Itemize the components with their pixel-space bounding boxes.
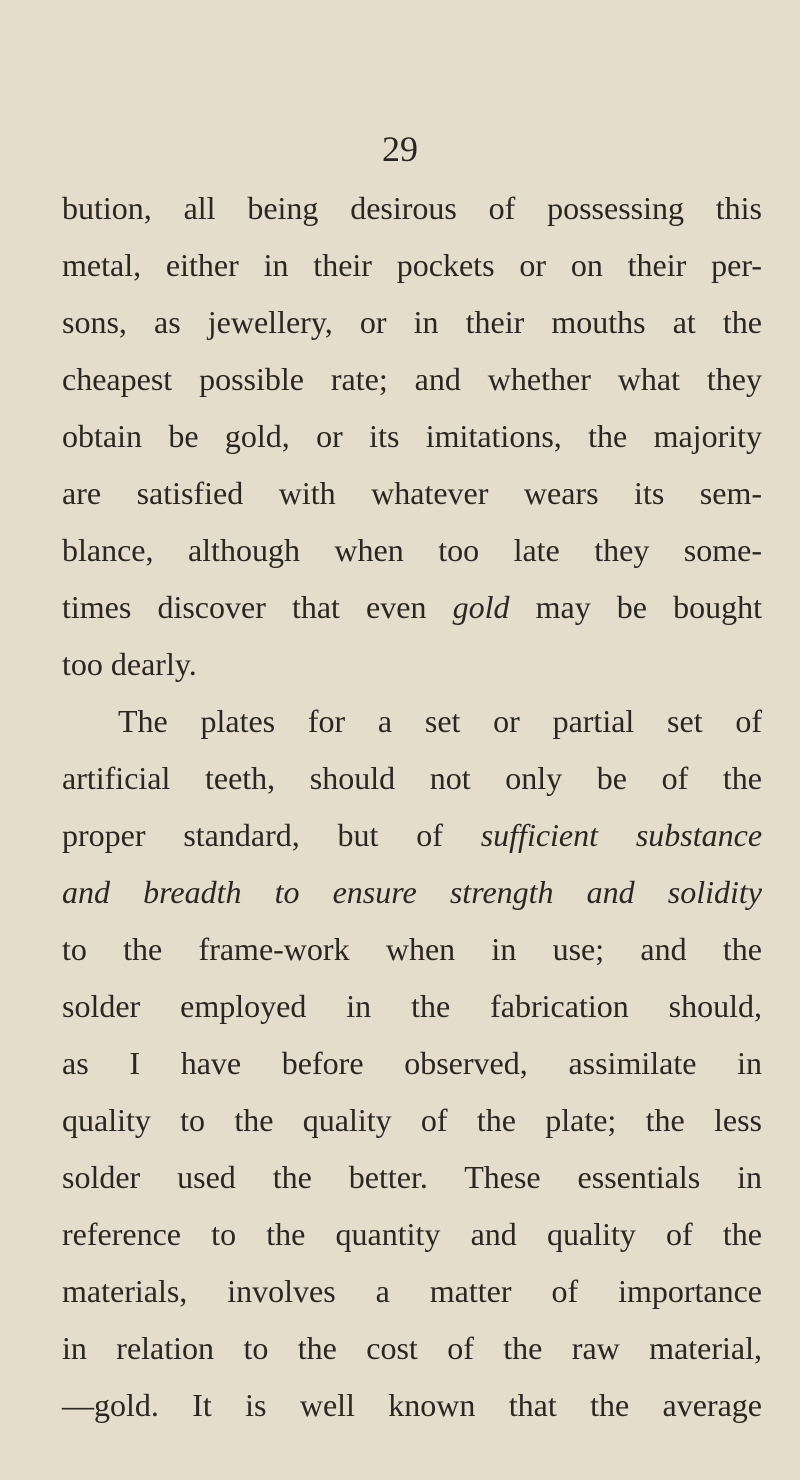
line: bution, all being desirous of possessing this	[62, 190, 762, 226]
body-text	[62, 180, 762, 1434]
line: proper standard, but of sufficient substance	[62, 817, 763, 853]
line: and breadth to ensure strength and solidity	[62, 874, 762, 910]
line: too dearly.	[62, 646, 197, 682]
line: blance, although when too late they some-	[62, 532, 762, 568]
line: cheapest possible rate; and whether what they	[62, 361, 762, 397]
line: The plates for a set or partial set of	[118, 703, 762, 739]
italic-gold: gold	[452, 589, 510, 625]
italic-sufficient: sufficient substance	[480, 817, 763, 853]
line: to the frame-work when in use; and the	[62, 931, 762, 967]
line: solder used the better. These essentials in	[62, 1159, 762, 1195]
line: obtain be gold, or its imitations, the majority	[62, 418, 762, 454]
line: metal, either in their pockets or on their per-	[62, 247, 762, 283]
line: quality to the quality of the plate; the less	[62, 1102, 762, 1138]
line: as I have before observed, assimilate in	[62, 1045, 762, 1081]
line: sons, as jewellery, or in their mouths at the	[62, 304, 762, 340]
line: times discover that even gold may be bought	[62, 589, 763, 625]
line: solder employed in the fabrication should,	[62, 988, 762, 1024]
line: reference to the quantity and quality of the	[62, 1216, 762, 1252]
line: artificial teeth, should not only be of the	[62, 760, 762, 796]
line: in relation to the cost of the raw material,	[62, 1330, 762, 1366]
line: materials, involves a matter of importance	[62, 1273, 762, 1309]
page-number: 29	[382, 129, 418, 169]
line: are satisfied with whatever wears its sem-	[62, 475, 762, 511]
line: —gold. It is well known that the average	[62, 1387, 762, 1423]
